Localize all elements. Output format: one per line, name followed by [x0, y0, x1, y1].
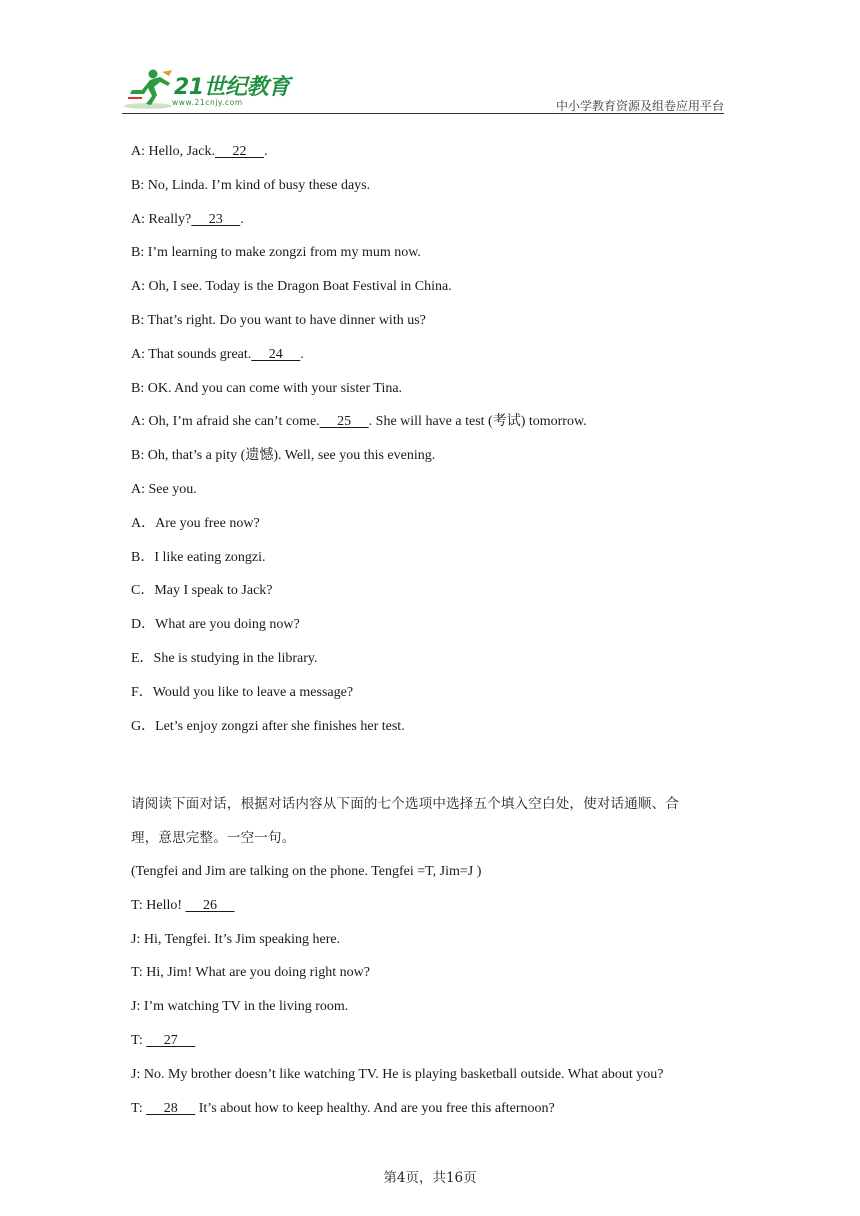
dialog-text: B: That’s right. Do you want to have dinner with us? [131, 312, 426, 328]
page-content [131, 140, 731, 1130]
runner-logo-icon [122, 68, 174, 110]
dialog-line [131, 995, 731, 1029]
logo [122, 66, 292, 112]
dialog-text-after-blank: . [300, 346, 304, 362]
dialog-line [131, 1097, 731, 1131]
dialog-text: J: No. My brother doesn’t like watching TV. He is playing basketball outside. What about you? [131, 1066, 664, 1082]
dialog-line [131, 241, 731, 275]
dialog-text: T: Hi, Jim! What are you doing right now? [131, 965, 370, 981]
answer-blank[interactable]: 28 [146, 1100, 196, 1116]
dialog-text: B: No, Linda. I’m kind of busy these days. [131, 177, 371, 193]
dialog-text: A: Oh, I’m afraid she can’t come. [131, 414, 320, 430]
dialog-text: B: OK. And you can come with your sister Tina. [131, 380, 403, 396]
instruction-line-1: 请阅读下面对话，根据对话内容从下面的七个选项中选择五个填入空白处，使对话通顺、合 [131, 796, 679, 813]
header-divider [122, 113, 724, 114]
dialog-text: J: Hi, Tengfei. It’s Jim speaking here. [131, 931, 341, 947]
header-platform-name: 中小学教育资源及组卷应用平台 [555, 99, 724, 113]
dialog-text: A: That sounds great. [131, 346, 252, 362]
dialog-line [131, 478, 731, 512]
dialog-line [131, 140, 731, 174]
dialog-line [131, 174, 731, 208]
dialog-text-after-blank: . [263, 144, 268, 159]
dialog-line [131, 894, 731, 928]
answer-blank[interactable]: 22 [214, 144, 264, 159]
answer-blank[interactable]: 23 [191, 211, 241, 227]
dialog-intro: (Tengfei and Jim are talking on the phone. Tengfei =T, Jim=J ) [131, 863, 482, 879]
dialog-section-2 [131, 894, 731, 1131]
dialog-text: A: See you. [131, 481, 197, 497]
dialog-line [131, 444, 731, 478]
dialog-text: B: Oh, that’s a pity (遗憾). Well, see you this evening. [131, 448, 436, 464]
option-item: G．Let’s enjoy zongzi after she finishes her test. [131, 718, 405, 734]
dialog-section-1 [131, 140, 731, 512]
instruction-line-2: 理，意思完整。一空一句。 [131, 830, 296, 847]
answer-blank[interactable]: 27 [146, 1032, 196, 1048]
logo-url: www.21cnjy.com [172, 98, 243, 107]
dialog-text-after-blank: It’s about how to keep healthy. And are you free this afternoon? [195, 1100, 555, 1116]
dialog-line [131, 1029, 731, 1063]
option-item: D．What are you doing now? [131, 617, 300, 633]
answer-blank[interactable]: 25 [319, 414, 369, 430]
section-gap [131, 748, 731, 792]
option-item: F．Would you like to leave a message? [131, 684, 354, 700]
option-item: B．I like eating zongzi. [131, 549, 266, 565]
dialog-line [131, 309, 731, 343]
dialog-text-after-blank: . [240, 211, 244, 227]
dialog-line [131, 343, 731, 377]
dialog-text: A: Oh, I see. Today is the Dragon Boat Festival in China. [131, 279, 452, 295]
logo-text: 21世纪教育 [174, 75, 290, 100]
dialog-text: B: I’m learning to make zongzi from my mum now. [131, 245, 421, 261]
dialog-text: J: I’m watching TV in the living room. [131, 999, 349, 1015]
answer-blank[interactable]: 24 [251, 346, 301, 362]
dialog-text: T: [131, 1100, 147, 1116]
dialog-text: A: Really? [131, 211, 192, 227]
option-item: E．She is studying in the library. [131, 650, 318, 666]
page-footer: 第4页，共16页 [383, 1170, 477, 1186]
option-item: A．Are you free now? [131, 515, 260, 531]
dialog-line [131, 961, 731, 995]
options-list-1 [131, 512, 731, 749]
dialog-text: A: Hello, Jack. [131, 144, 215, 159]
dialog-line [131, 410, 731, 444]
dialog-line [131, 1063, 731, 1097]
dialog-line [131, 208, 731, 242]
page-header [122, 66, 724, 116]
dialog-line [131, 377, 731, 411]
dialog-text-after-blank: . She will have a test (考试) tomorrow. [368, 414, 587, 430]
answer-blank[interactable]: 26 [185, 897, 235, 913]
dialog-line [131, 275, 731, 309]
dialog-text: T: [131, 1032, 147, 1048]
option-item: C．May I speak to Jack? [131, 583, 273, 599]
dialog-text: T: Hello! [131, 897, 186, 913]
dialog-line [131, 928, 731, 962]
